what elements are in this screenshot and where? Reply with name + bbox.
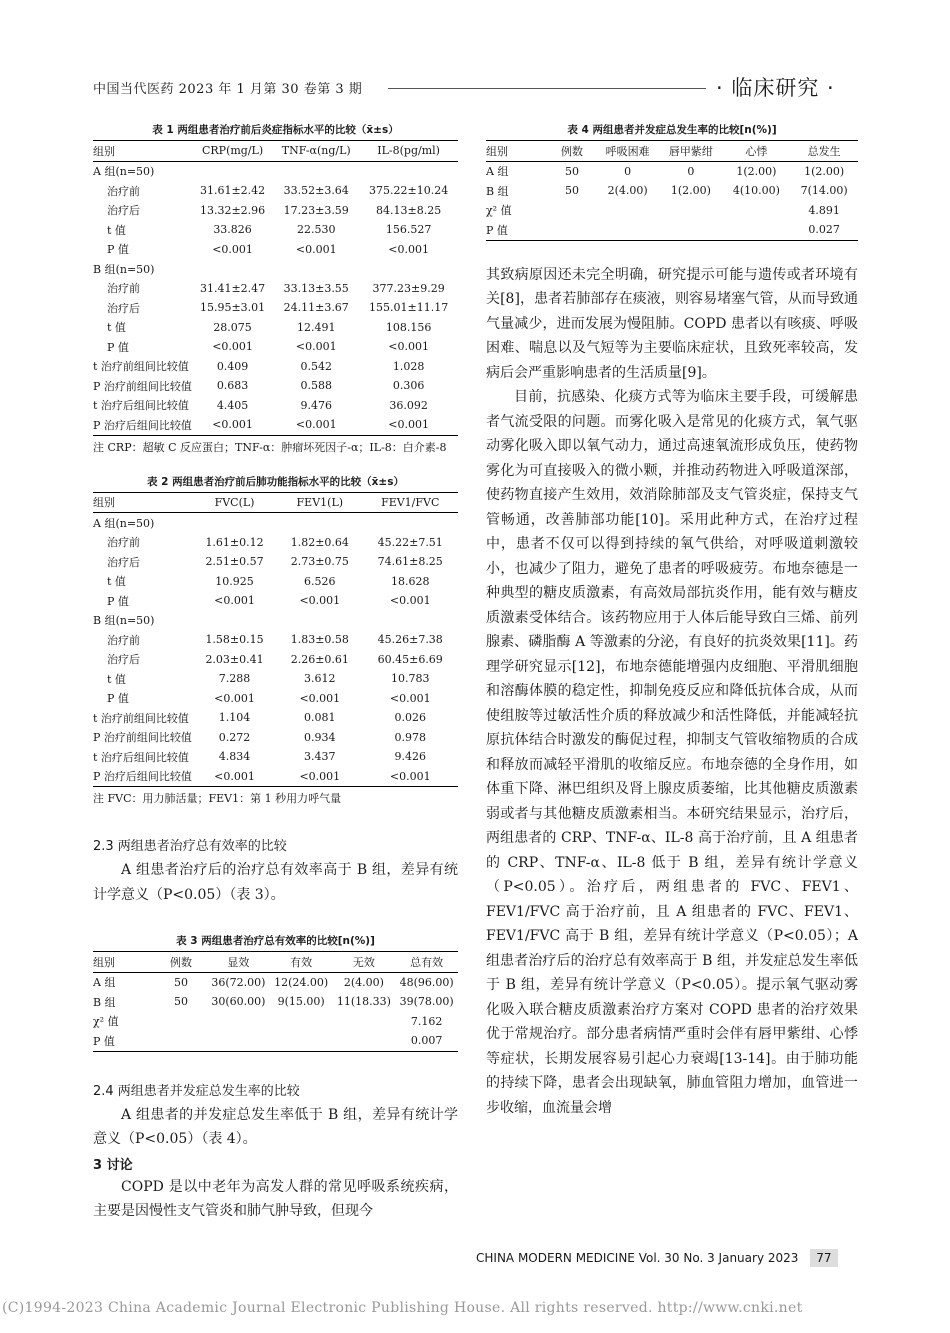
table-cell: 0 xyxy=(687,164,695,178)
row-label: t 值 xyxy=(107,223,126,237)
table-cell: 4.405 xyxy=(216,398,249,412)
table-cell xyxy=(548,201,596,221)
row-label: 治疗后 xyxy=(107,653,140,667)
table-row xyxy=(486,220,858,240)
row-label: A 组 xyxy=(93,976,116,990)
table-cell: 9.426 xyxy=(394,750,426,764)
row-label: t 治疗前组间比较值 xyxy=(93,711,189,725)
row-label: 治疗前 xyxy=(107,536,140,550)
row-label: P 治疗前组间比较值 xyxy=(93,379,192,393)
table-cell: <0.001 xyxy=(389,691,431,705)
table-cell: <0.001 xyxy=(388,242,429,256)
table-row xyxy=(486,181,858,201)
table-cell: <0.001 xyxy=(192,415,273,435)
table-cell: 7.162 xyxy=(410,1014,443,1028)
table-cell xyxy=(362,611,458,631)
row-label: B 组(n=50) xyxy=(93,614,155,628)
table-cell: 31.61±2.42 xyxy=(199,184,266,198)
table-cell: 12(24.00) xyxy=(274,975,329,989)
table-cell xyxy=(192,161,273,181)
copyright-line: (C)1994-2023 China Academic Journal Electronic Publishing House. All rights reserved. http://www.cnki.net xyxy=(2,1300,803,1316)
section-3-text: COPD 是以中老年为高发人群的常见呼吸系统疾病，主要是因慢性支气管炎和肺气肿导致，但现今 xyxy=(93,1178,458,1219)
table-row xyxy=(93,1012,458,1032)
table-cell: <0.001 xyxy=(359,415,458,435)
section-2-3 xyxy=(93,835,458,907)
table-cell: 0.007 xyxy=(395,1031,458,1051)
table-cell: 31.41±2.47 xyxy=(199,281,266,295)
table-cell: 3.612 xyxy=(304,672,336,686)
section-2-3-text: A 组患者治疗后的治疗总有效率高于 B 组，差异有统计学意义（P<0.05）（表 3）。 xyxy=(93,862,458,903)
row-label: B 组(n=50) xyxy=(93,262,155,276)
row-label: P 治疗后组间比较值 xyxy=(93,415,192,435)
table-cell: 9(15.00) xyxy=(277,995,325,1009)
table-cell: 0.272 xyxy=(218,730,251,744)
table-row xyxy=(93,298,458,318)
table-cell xyxy=(596,220,659,240)
table-cell: 48(96.00) xyxy=(399,975,454,989)
table-cell: 0.409 xyxy=(216,359,249,373)
table-cell: 1(2.00) xyxy=(736,164,777,178)
table-cell: 3.437 xyxy=(304,750,336,764)
table-row xyxy=(93,767,458,787)
table-cell: 39(78.00) xyxy=(399,995,454,1009)
right-column xyxy=(486,122,858,1120)
section-3-title: 3 讨论 xyxy=(93,1157,133,1173)
table-cell: 156.527 xyxy=(385,223,432,237)
table-cell: 1(2.00) xyxy=(804,164,845,178)
table-header-row: 组别 CRP(mg/L) TNF-α(ng/L) IL-8(pg/ml) xyxy=(93,141,458,162)
row-label: A 组(n=50) xyxy=(93,516,155,530)
row-label: B 组 xyxy=(93,995,116,1009)
table-row xyxy=(93,513,458,533)
table-cell: 0.934 xyxy=(304,730,336,744)
table-cell: 108.156 xyxy=(385,320,432,334)
row-label: P 值 xyxy=(107,243,129,257)
table-cell: 30(60.00) xyxy=(211,995,266,1009)
row-label: χ² 值 xyxy=(93,1015,119,1029)
table-cell xyxy=(155,1031,207,1051)
table-1 xyxy=(93,122,458,456)
table-cell: <0.001 xyxy=(295,242,337,256)
table-2-caption: 表 2 两组患者治疗前后肺功能指标水平的比较（x̄±s） xyxy=(147,475,404,488)
table-3 xyxy=(93,933,458,1052)
table-row xyxy=(93,357,458,377)
table-cell: <0.001 xyxy=(277,767,362,787)
table-cell: 45.26±7.38 xyxy=(377,633,443,647)
table-cell xyxy=(277,611,362,631)
table-cell xyxy=(548,220,596,240)
table-cell: <0.001 xyxy=(214,691,255,705)
table-row xyxy=(93,259,458,279)
table-cell: 24.11±3.67 xyxy=(283,301,349,315)
table-row xyxy=(93,161,458,181)
table-row xyxy=(93,552,458,572)
table-cell: <0.001 xyxy=(362,767,458,787)
row-label: t 值 xyxy=(107,672,126,686)
table-cell: 74.61±8.25 xyxy=(377,555,443,569)
table-cell: <0.001 xyxy=(212,340,253,354)
section-2-4 xyxy=(93,1080,458,1224)
table-cell: 377.23±9.29 xyxy=(372,281,445,295)
table-row xyxy=(93,337,458,357)
table-cell: 4.891 xyxy=(808,203,840,217)
table-row xyxy=(93,591,458,611)
table-3-caption: 表 3 两组患者治疗总有效率的比较[n(%)] xyxy=(176,935,375,947)
table-cell: 1.104 xyxy=(218,711,251,725)
table-cell: 2.26±0.61 xyxy=(290,652,349,666)
table-1-caption: 表 1 两组患者治疗前后炎症指标水平的比较（x̄±s） xyxy=(152,124,399,136)
table-cell: 1.028 xyxy=(392,359,425,373)
table-cell: 10.925 xyxy=(215,574,254,588)
page-number: 77 xyxy=(810,1249,837,1267)
table-row xyxy=(93,972,458,992)
table-row xyxy=(93,220,458,240)
row-label: χ² 值 xyxy=(486,204,512,218)
table-row xyxy=(93,396,458,416)
table-cell: 60.45±6.69 xyxy=(377,652,443,666)
table-cell: 18.628 xyxy=(390,574,430,588)
table-cell xyxy=(333,1012,396,1032)
table-cell: 0.588 xyxy=(300,379,332,393)
row-label: B 组 xyxy=(486,184,509,198)
table-cell: 0.027 xyxy=(790,220,858,240)
table-cell xyxy=(362,513,458,533)
table-cell: 1.61±0.12 xyxy=(205,535,264,549)
table-cell: <0.001 xyxy=(295,340,337,354)
table-cell xyxy=(273,161,359,181)
table-cell: 33.826 xyxy=(213,223,252,237)
table-cell: 0 xyxy=(624,164,632,178)
row-label: t 治疗后组间比较值 xyxy=(93,750,189,764)
table-cell xyxy=(723,220,791,240)
section-2-4-text: A 组患者的并发症总发生率低于 B 组，差异有统计学意义（P<0.05）（表 4）。 xyxy=(93,1106,458,1147)
table-cell xyxy=(207,1012,270,1032)
table-cell: 2.51±0.57 xyxy=(205,555,264,569)
table-cell: 7(14.00) xyxy=(800,184,848,198)
table-cell xyxy=(155,1012,207,1032)
table-row xyxy=(93,318,458,338)
table-cell: <0.001 xyxy=(212,242,253,256)
table-row xyxy=(93,669,458,689)
row-label: P 值 xyxy=(107,340,129,354)
table-cell xyxy=(659,220,722,240)
table-row xyxy=(93,708,458,728)
table-cell: 0.683 xyxy=(216,379,249,393)
table-2-note: 注 FVC：用力肺活量；FEV1：第 1 秒用力呼气量 xyxy=(93,792,342,805)
table-cell xyxy=(596,201,659,221)
table-cell: 155.01±11.17 xyxy=(369,301,449,315)
section-label: · 临床研究 · xyxy=(716,76,835,100)
row-label: 治疗后 xyxy=(107,204,140,218)
row-label: P 值 xyxy=(486,220,548,240)
table-cell: 0.306 xyxy=(392,379,425,393)
table-cell: 84.13±8.25 xyxy=(376,203,442,217)
table-cell: 1.58±0.15 xyxy=(205,633,264,647)
row-label: t 值 xyxy=(107,575,126,589)
row-label: P 值 xyxy=(107,692,129,706)
table-cell: 7.288 xyxy=(218,672,251,686)
table-row xyxy=(93,611,458,631)
journal-footer-text: CHINA MODERN MEDICINE Vol. 30 No. 3 January 2023 xyxy=(476,1251,799,1265)
table-cell xyxy=(192,611,277,631)
header-rule xyxy=(388,88,706,89)
table-cell: 50 xyxy=(174,995,188,1009)
table-cell: 45.22±7.51 xyxy=(377,535,443,549)
table-cell: 50 xyxy=(565,164,579,178)
right-paragraph-1: 其致病原因还未完全明确，研究提示可能与遗传或者环境有关[8]，患者若肺部存在痰液，则容易堵塞气管，从而导致通气量减少，进而发展为慢阻肺。COPD 患者以有咳痰、呼吸困难、喘息以及气短等为主要临床症状，且致死率较高，发病后会严重影响患者的生活质量[9]。 xyxy=(486,266,858,381)
table-row xyxy=(93,747,458,767)
table-cell xyxy=(192,513,277,533)
table-row xyxy=(486,201,858,221)
table-row xyxy=(93,240,458,260)
table-cell: 2(4.00) xyxy=(607,184,648,198)
table-cell xyxy=(207,1031,270,1051)
table-row xyxy=(93,533,458,553)
table-cell xyxy=(273,259,359,279)
table-cell: 6.526 xyxy=(304,574,336,588)
table-cell: 9.476 xyxy=(300,398,332,412)
row-label: A 组(n=50) xyxy=(93,165,155,179)
row-label: A 组 xyxy=(486,165,509,179)
table-cell xyxy=(270,1031,333,1051)
table-cell: 50 xyxy=(174,975,188,989)
table-row xyxy=(93,201,458,221)
row-label: t 治疗后组间比较值 xyxy=(93,399,189,413)
table-cell: 1.82±0.64 xyxy=(290,535,349,549)
table-cell xyxy=(277,513,362,533)
table-2 xyxy=(93,474,458,808)
table-cell: 11(18.33) xyxy=(336,995,391,1009)
table-cell xyxy=(723,201,791,221)
table-cell xyxy=(359,161,458,181)
table-cell: 13.32±2.96 xyxy=(199,203,266,217)
table-cell: 2(4.00) xyxy=(343,975,384,989)
table-row xyxy=(93,415,458,435)
table-cell xyxy=(659,201,722,221)
table-header-row: 组别 FVC(L) FEV1(L) FEV1/FVC xyxy=(93,492,458,513)
table-cell: 22.530 xyxy=(296,223,336,237)
table-cell: 1(2.00) xyxy=(670,184,711,198)
table-cell: 17.23±3.59 xyxy=(283,203,349,217)
table-cell: <0.001 xyxy=(192,767,277,787)
table-row xyxy=(93,1031,458,1051)
table-cell: <0.001 xyxy=(273,415,359,435)
row-label: t 治疗前组间比较值 xyxy=(93,360,189,374)
table-cell: 33.13±3.55 xyxy=(283,281,349,295)
table-cell xyxy=(359,259,458,279)
table-4 xyxy=(486,122,858,241)
table-cell: 0.978 xyxy=(394,730,426,744)
table-cell xyxy=(270,1012,333,1032)
table-cell: 15.95±3.01 xyxy=(199,301,266,315)
table-cell: 1.83±0.58 xyxy=(290,633,349,647)
row-label: P 治疗前组间比较值 xyxy=(93,731,192,745)
row-label: P 治疗后组间比较值 xyxy=(93,767,192,787)
table-cell: 36.092 xyxy=(389,398,428,412)
row-label: t 值 xyxy=(107,321,126,335)
table-1-note: 注 CRP：超敏 C 反应蛋白；TNF-α：肿瘤坏死因子-α；IL-8：白介素-8 xyxy=(93,440,447,454)
row-label: 治疗前 xyxy=(107,282,140,296)
table-cell: 4.834 xyxy=(218,750,251,764)
section-2-4-title: 2.4 两组患者并发症总发生率的比较 xyxy=(93,1083,300,1099)
table-cell: 0.542 xyxy=(300,359,332,373)
table-row xyxy=(93,992,458,1012)
table-row xyxy=(93,689,458,709)
table-header-row: 组别 例数 显效 有效 无效 总有效 xyxy=(93,952,458,973)
table-cell: 0.026 xyxy=(394,711,426,725)
row-label: 治疗后 xyxy=(107,555,140,569)
row-label: 治疗后 xyxy=(107,301,140,315)
table-cell xyxy=(333,1031,396,1051)
table-cell: 2.03±0.41 xyxy=(205,652,264,666)
table-cell xyxy=(192,259,273,279)
table-row xyxy=(93,650,458,670)
table-row xyxy=(93,181,458,201)
table-cell: 10.783 xyxy=(390,672,430,686)
table-cell: 4(10.00) xyxy=(732,184,780,198)
running-header: 中国当代医药 2023 年 1 月第 30 卷第 3 期 xyxy=(93,82,363,97)
table-row xyxy=(93,376,458,396)
journal-footer xyxy=(476,1249,838,1267)
row-label: 治疗前 xyxy=(107,633,140,647)
row-label: P 值 xyxy=(107,594,129,608)
table-4-caption: 表 4 两组患者并发症总发生率的比较[n(%)] xyxy=(567,124,777,136)
table-cell: <0.001 xyxy=(388,340,429,354)
table-cell: 12.491 xyxy=(296,320,336,334)
table-cell: <0.001 xyxy=(389,594,431,608)
table-row xyxy=(93,279,458,299)
right-paragraph-2: 目前，抗感染、化痰方式等为临床主要手段，可缓解患者气流受限的问题。而雾化吸入是常见的化痰方式，氧气驱动雾化吸入即以氧气动力，通过高速氧流形成负压，使药物雾化为可直接吸入的微小颗，并推动药物进入呼吸道深部，使药物直接产生效用，效消除肺部及支气管炎症，保持支气管畅通，改善肺部功能[10]。采用此种方式，在治疗过程中，患者不仅可以得到持续的氧气供给，对呼吸道刺激较小，也减少了阻力，避免了患者的呼吸疲劳。布地奈德是一种典型的糖皮质激素，有高效局部抗炎作用，能有效与糖皮质激素受体结合。该药物应用于人体后能导致白三烯、前列腺素、磷脂酶 A 等激素的分泌，有良好的抗炎效果[11]。药理学研究显示[12]，布地奈德能增强内皮细胞、平滑肌细胞和溶酶体膜的稳定性，抑制免疫反应和降低抗体合成，从而使组胺等过敏活性介质的释放减少和活性降低，并能减轻抗原抗体结合时激发的酶促过程，抑制支气管收缩物质的合成和释放而减轻平滑肌的收缩反应。布地奈德的全身作用，如体重下降、淋巴组织及肾上腺皮质萎缩，比其他糖皮质激素弱或者与其他糖皮质激素相当。本研究结果显示，治疗后，两组患者的 CRP、TNF-α、IL-8 高于治疗前，且 A 组患者的 CRP、TNF-α、IL-8 低于 B 组，差异有统计学意义（P<0.05）。治疗后，两组患者的 FVC、FEV1、FEV1/FVC 高于治疗前，且 A 组患者的 FVC、FEV1、FEV1/FVC 高于 B 组，差异有统计学意义（P<0.05）；A 组患者治疗后的治疗总有效率高于 B 组，并发症总发生率低于 B 组，差异有统计学意义（P<0.05）。提示氧气驱动雾化吸入联合糖皮质激素治疗方案对 COPD 患者的治疗效果优于常规治疗。部分患者病情严重时会伴有唇甲紫绀、心悸等症状，长期发展容易引起心力衰竭[13-14]。由于肺功能的持续下降，患者会出现缺氧，肺血管阻力增加，血管进一步收缩，血流量会增 xyxy=(486,389,858,1116)
row-label: 治疗前 xyxy=(107,184,140,198)
section-2-3-title: 2.3 两组患者治疗总有效率的比较 xyxy=(93,839,287,854)
table-cell: <0.001 xyxy=(299,691,341,705)
table-row xyxy=(93,572,458,592)
table-cell: 28.075 xyxy=(213,320,252,334)
table-cell: <0.001 xyxy=(299,594,341,608)
table-row xyxy=(93,728,458,748)
table-cell: <0.001 xyxy=(214,594,255,608)
row-label: P 值 xyxy=(93,1031,155,1051)
table-row xyxy=(486,161,858,181)
table-row xyxy=(93,630,458,650)
table-cell: 2.73±0.75 xyxy=(290,555,349,569)
table-cell: 50 xyxy=(565,184,579,198)
table-cell: 36(72.00) xyxy=(211,975,266,989)
left-column xyxy=(93,122,458,1224)
table-header-row: 组别 例数 呼吸困难 唇甲紫绀 心悸 总发生 xyxy=(486,141,858,162)
table-cell: 33.52±3.64 xyxy=(283,184,349,198)
table-cell: 0.081 xyxy=(304,711,336,725)
table-cell: 375.22±10.24 xyxy=(369,184,449,198)
